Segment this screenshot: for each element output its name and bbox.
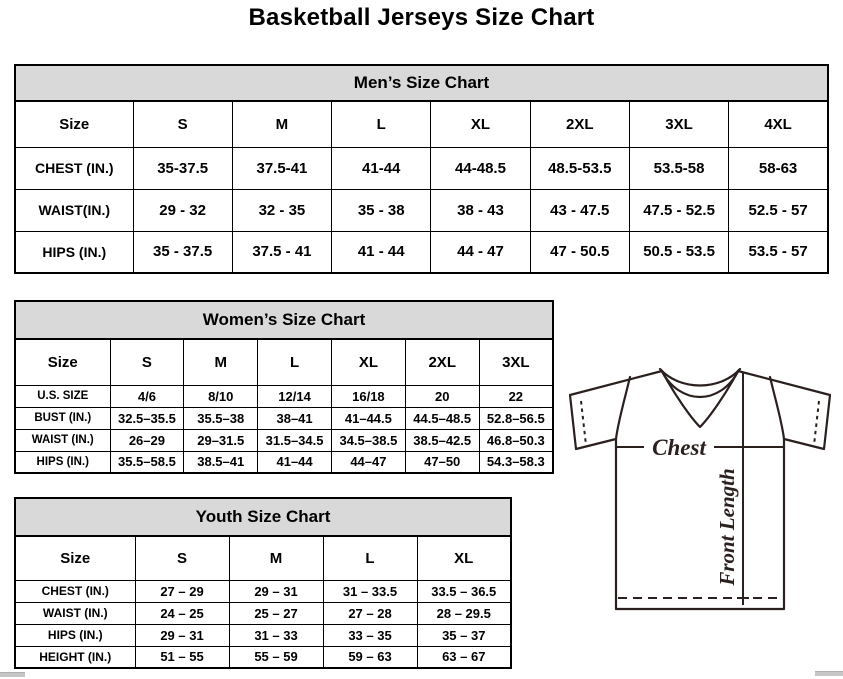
data-cell: 53.5-58: [629, 147, 728, 189]
youth-row: [15, 646, 511, 668]
mens-table-title: Men’s Size Chart: [15, 65, 828, 101]
data-cell: 26–29: [110, 429, 184, 451]
data-cell: 35 – 37: [417, 624, 511, 646]
data-cell: 37.5-41: [232, 147, 331, 189]
data-cell: 52.8–56.5: [479, 407, 553, 429]
jersey-collar-rib-1: [660, 369, 740, 386]
data-cell: 41 - 44: [332, 231, 431, 273]
womens-size-header: Size: [15, 339, 110, 385]
youth-size-chart-table: [14, 497, 512, 669]
data-cell: 24 – 25: [135, 602, 229, 624]
page-title: Basketball Jerseys Size Chart: [248, 4, 595, 31]
data-cell: 52.5 - 57: [729, 189, 828, 231]
jersey-measurement-diagram: [562, 364, 838, 626]
data-cell: 44.5–48.5: [405, 407, 479, 429]
data-cell: 35.5–38: [184, 407, 258, 429]
mens-table: [14, 64, 829, 274]
youth-table: [14, 497, 512, 669]
womens-table: [14, 300, 554, 474]
data-cell: 48.5-53.5: [530, 147, 629, 189]
data-cell: 33 – 35: [323, 624, 417, 646]
data-cell: 50.5 - 53.5: [629, 231, 728, 273]
row-label-cell: HIPS (IN.): [15, 231, 133, 273]
mens-row: [15, 189, 828, 231]
mens-size-col-M: M: [232, 101, 331, 147]
data-cell: 47–50: [405, 451, 479, 473]
data-cell: 20: [405, 385, 479, 407]
womens-size-col-XL: XL: [331, 339, 405, 385]
data-cell: 44-48.5: [431, 147, 530, 189]
jersey-body-outline: [570, 371, 830, 609]
mens-size-col-3XL: 3XL: [629, 101, 728, 147]
data-cell: 41–44.5: [331, 407, 405, 429]
horizontal-scrollbar-fragment-right[interactable]: [815, 671, 843, 676]
youth-size-col-S: S: [135, 536, 229, 580]
womens-size-chart-table: [14, 300, 554, 474]
data-cell: 37.5 - 41: [232, 231, 331, 273]
youth-size-col-M: M: [229, 536, 323, 580]
data-cell: 43 - 47.5: [530, 189, 629, 231]
womens-size-col-3XL: 3XL: [479, 339, 553, 385]
mens-size-header: Size: [15, 101, 133, 147]
data-cell: 54.3–58.3: [479, 451, 553, 473]
womens-size-col-S: S: [110, 339, 184, 385]
row-label-cell: HIPS (IN.): [15, 624, 135, 646]
jersey-right-seam: [770, 377, 784, 439]
data-cell: 35-37.5: [133, 147, 232, 189]
data-cell: 25 – 27: [229, 602, 323, 624]
data-cell: 32 - 35: [232, 189, 331, 231]
data-cell: 29 – 31: [135, 624, 229, 646]
data-cell: 16/18: [331, 385, 405, 407]
mens-row: [15, 147, 828, 189]
data-cell: 51 – 55: [135, 646, 229, 668]
youth-size-col-L: L: [323, 536, 417, 580]
data-cell: 63 – 67: [417, 646, 511, 668]
womens-table-title: Women’s Size Chart: [15, 301, 553, 339]
row-label-cell: WAIST (IN.): [15, 602, 135, 624]
row-label-cell: WAIST (IN.): [15, 429, 110, 451]
data-cell: 28 – 29.5: [417, 602, 511, 624]
row-label-cell: CHEST (IN.): [15, 147, 133, 189]
womens-row: [15, 429, 553, 451]
womens-row: [15, 451, 553, 473]
data-cell: 59 – 63: [323, 646, 417, 668]
right-cuff-dashed-line: [814, 401, 819, 445]
data-cell: 58-63: [729, 147, 828, 189]
data-cell: 31 – 33: [229, 624, 323, 646]
data-cell: 47.5 - 52.5: [629, 189, 728, 231]
data-cell: 41-44: [332, 147, 431, 189]
data-cell: 35.5–58.5: [110, 451, 184, 473]
jersey-left-seam: [616, 377, 630, 439]
youth-row: [15, 602, 511, 624]
youth-size-col-XL: XL: [417, 536, 511, 580]
data-cell: 27 – 29: [135, 580, 229, 602]
data-cell: 32.5–35.5: [110, 407, 184, 429]
row-label-cell: HIPS (IN.): [15, 451, 110, 473]
mens-row: [15, 231, 828, 273]
data-cell: 22: [479, 385, 553, 407]
data-cell: 41–44: [258, 451, 332, 473]
data-cell: 29–31.5: [184, 429, 258, 451]
horizontal-scrollbar-fragment-left[interactable]: [0, 672, 25, 677]
data-cell: 31.5–34.5: [258, 429, 332, 451]
mens-size-col-2XL: 2XL: [530, 101, 629, 147]
youth-row: [15, 624, 511, 646]
left-cuff-dashed-line: [581, 401, 586, 445]
data-cell: 38.5–42.5: [405, 429, 479, 451]
data-cell: 38–41: [258, 407, 332, 429]
data-cell: 4/6: [110, 385, 184, 407]
row-label-cell: HEIGHT (IN.): [15, 646, 135, 668]
data-cell: 31 – 33.5: [323, 580, 417, 602]
mens-size-col-XL: XL: [431, 101, 530, 147]
front-length-label: Front Length: [715, 468, 739, 586]
data-cell: 47 - 50.5: [530, 231, 629, 273]
mens-size-col-S: S: [133, 101, 232, 147]
jersey-outline-drawing: [562, 364, 838, 626]
chest-label: Chest: [652, 435, 706, 460]
youth-row: [15, 580, 511, 602]
data-cell: 35 - 38: [332, 189, 431, 231]
youth-table-title: Youth Size Chart: [15, 498, 511, 536]
jersey-collar-rib-2: [661, 370, 739, 397]
data-cell: 8/10: [184, 385, 258, 407]
data-cell: 33.5 – 36.5: [417, 580, 511, 602]
data-cell: 46.8–50.3: [479, 429, 553, 451]
data-cell: 29 - 32: [133, 189, 232, 231]
womens-size-col-L: L: [258, 339, 332, 385]
womens-row: [15, 385, 553, 407]
womens-row: [15, 407, 553, 429]
data-cell: 12/14: [258, 385, 332, 407]
data-cell: 44–47: [331, 451, 405, 473]
row-label-cell: WAIST(IN.): [15, 189, 133, 231]
data-cell: 44 - 47: [431, 231, 530, 273]
data-cell: 35 - 37.5: [133, 231, 232, 273]
womens-size-col-M: M: [184, 339, 258, 385]
row-label-cell: BUST (IN.): [15, 407, 110, 429]
data-cell: 29 – 31: [229, 580, 323, 602]
data-cell: 34.5–38.5: [331, 429, 405, 451]
data-cell: 38.5–41: [184, 451, 258, 473]
row-label-cell: CHEST (IN.): [15, 580, 135, 602]
data-cell: 55 – 59: [229, 646, 323, 668]
data-cell: 53.5 - 57: [729, 231, 828, 273]
data-cell: 27 – 28: [323, 602, 417, 624]
data-cell: 38 - 43: [431, 189, 530, 231]
womens-size-col-2XL: 2XL: [405, 339, 479, 385]
mens-size-col-L: L: [332, 101, 431, 147]
mens-size-chart-table: [14, 64, 829, 274]
youth-size-header: Size: [15, 536, 135, 580]
row-label-cell: U.S. SIZE: [15, 385, 110, 407]
mens-size-col-4XL: 4XL: [729, 101, 828, 147]
